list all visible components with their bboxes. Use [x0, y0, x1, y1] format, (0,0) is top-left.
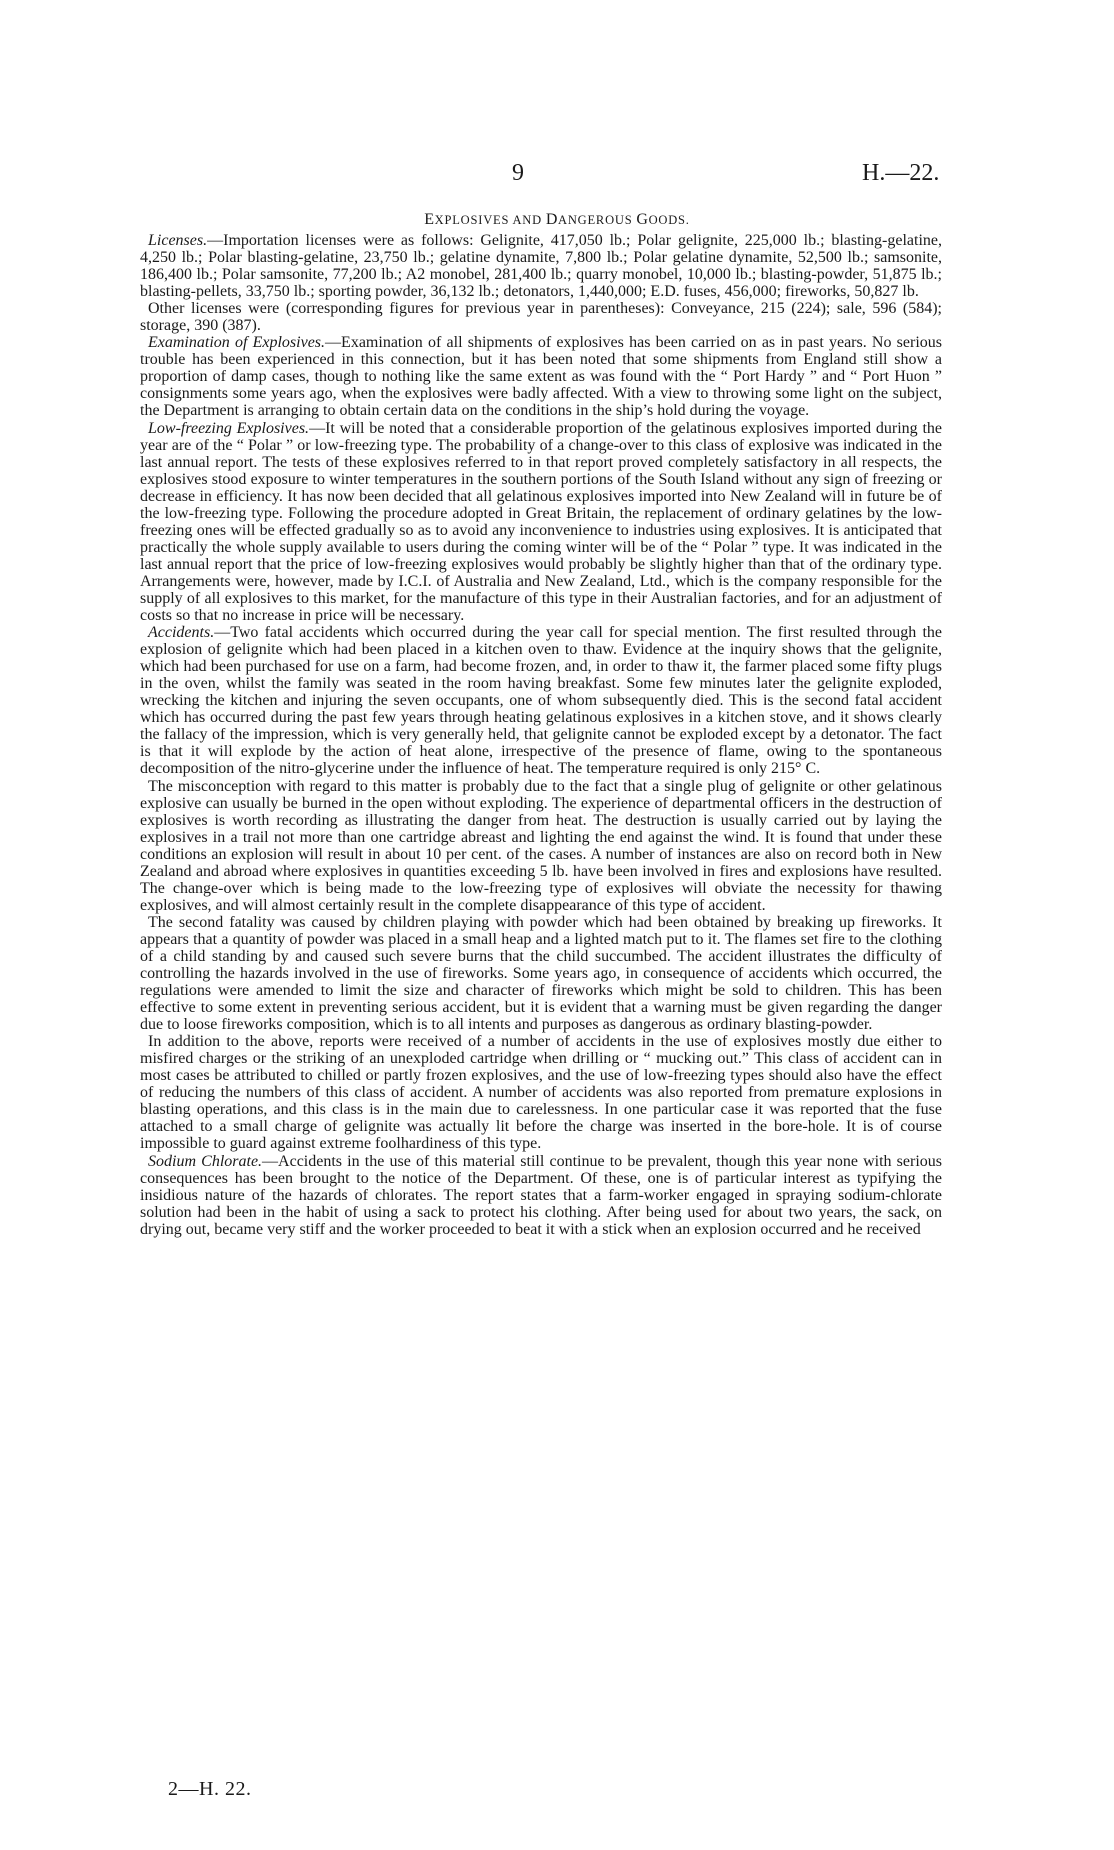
paragraph-text: In addition to the above, reports were received of a number of accidents in the use of explosives mostly due either to misfired charges or the striking of an unexploded cartridge when drilling or “ mucking out.” This class of accident can in most cases be attributed to chilled or partly frozen explosives, and the use of low-freezing types should also have the effect of reducing the numbers of this class of accident. A number of accidents was also reported from premature explosions in blasting operations, and this class is in the main due to carelessness. In one particular case it was reported that the fuse attached to a small charge of gelignite was actually lit before the charge was inserted in the bore-hole. It is of course impossible to guard against extreme foolhardiness of this type.: [140, 1033, 942, 1153]
paragraph-accidents: [140, 624, 942, 777]
paragraph-text: The misconception with regard to this matter is probably due to the fact that a single plug of gelignite or other gelatinous explosive can usually be burned in the open without exploding. The experience of departmental officers in the destruction of explosives is worth recording as illustrating the danger from heat. The destruction is usually carried out by laying the explosives in a trail not more than one cartridge abreast and lighting the end against the wind. It is found that under these conditions an explosion will result in about 10 per cent. of the cases. A number of instances are also on record both in New Zealand and abroad where explosives in quantities exceeding 5 lb. have been involved in fires and explosions have resulted. The change-over which is being made to the low-freezing type of explosives will obviate the necessity for thawing explosives, and will almost certainly result in the complete disappearance of this type of accident.: [140, 777, 942, 914]
title-initial: D: [545, 211, 559, 228]
paragraph-licenses: [140, 232, 942, 300]
body-text: [140, 232, 942, 1238]
paragraph-heading: Examination of Explosives.: [148, 334, 326, 352]
paragraph-text: The second fatality was caused by children playing with powder which had been obtained by breaking up fireworks. It appears that a quantity of powder was placed in a small heap and a lighted match put to it. The flames set fire to the clothing of a child standing by and caused such severe burns that the child succumbed. The accident illustrates the difficulty of controlling the hazards involved in the use of fireworks. Some years ago, in consequence of accidents which occurred, the regulations were amended to limit the size and character of fireworks which might be sold to children. This has been effective to some extent in preventing serious accident, but it is evident that a warning must be given regarding the danger due to loose fireworks composition, which is to all intents and purposes as dangerous as ordinary blasting-powder.: [140, 913, 942, 1034]
paragraph-examination: [140, 334, 942, 419]
section-title: [0, 211, 1114, 229]
paragraph-low-freezing: [140, 420, 942, 625]
paragraph-heading: Accidents.: [148, 624, 215, 642]
title-smallcaps: XPLOSIVES AND: [434, 213, 546, 227]
page-number: 9: [512, 160, 524, 186]
paragraph-text: —It will be noted that a considerable proportion of the gelatinous explosives imported during the year are of the “ Polar ” or low-freezing type. The probability of a change-over to this class of explosive was indicated in the last annual report. The tests of these explosives referred to in that report proved completely satisfactory in all respects, the explosives stood exposure to winter temperatures in the southern portions of the South Island without any sign of freezing or decrease in efficiency. It has now been decided that all gelatinous explosives imported into New Zealand will in future be of the low-freezing type. Following the procedure adopted in Great Britain, the replacement of ordinary gelatines by the low-freezing ones will be effected gradually so as to avoid any inconvenience to industries using explosives. It is anticipated that practically the whole supply available to users during the coming winter will be of the “ Polar ” type. It was indicated in the last annual report that the price of low-freezing explosives would probably be slightly higher than that of the ordinary type. Arrangements were, however, made by I.C.I. of Australia and New Zealand, Ltd., which is the company responsible for the supply of all explosives to this market, for the manufacture of this type in their Australian factories, and for an adjustment of costs so that no increase in price will be necessary.: [140, 419, 943, 625]
paragraph-misconception: [140, 778, 942, 914]
paragraph-heading: Sodium Chlorate.: [148, 1152, 263, 1170]
title-smallcaps: ANGEROUS: [558, 213, 637, 227]
paragraph-text: Other licenses were (corresponding figures for previous year in parentheses): Conveyance, 215 (224); sale, 596 (584); storage, 390 (387).: [140, 300, 942, 335]
page-reference: H.—22.: [862, 160, 940, 186]
paragraph-second-fatality: [140, 914, 942, 1033]
paragraph-addition: [140, 1033, 942, 1152]
paragraph-text: —Accidents in the use of this material still continue to be prevalent, though this year none with serious consequences has been brought to the notice of the Department. Of these, one is of particular interest as typifying the insidious nature of the hazards of chlorates. The report states that a farm-worker engaged in spraying sodium-chlorate solution had been in the habit of using a sack to protect his clothing. After being used for about two years, the sack, on drying out, became very stiff and the worker proceeded to beat it with a stick when an explosion occurred and he received: [140, 1152, 942, 1238]
title-initial: E: [424, 211, 435, 228]
paragraph-heading: Low-freezing Explosives.: [148, 419, 310, 437]
title-smallcaps: OODS.: [648, 213, 690, 227]
paragraph-heading: Licenses.: [148, 232, 208, 249]
paragraph-text: —Examination of all shipments of explosives has been carried on as in past years. No serious trouble has been experienced in this connection, but it has been noted that some shipments from England still show a proportion of damp cases, though to nothing like the same extent as was found with the “ Port Hardy ” and “ Port Huon ” consignments some years ago, when the explosives were badly affected. With a view to throwing some light on the subject, the Department is arranging to obtain certain data on the conditions in the ship’s hold during the voyage.: [140, 334, 943, 420]
paragraph-text: —Two fatal accidents which occurred during the year call for special mention. The first resulted through the explosion of gelignite which had been placed in a kitchen oven to thaw. Evidence at the inquiry shows that the gelignite, which had been purchased for use on a farm, had become frozen, and, in order to thaw it, the farmer placed some fifty plugs in the oven, whilst the family was seated in the room having breakfast. Some few minutes later the gelignite exploded, wrecking the kitchen and injuring the seven occupants, one of whom subsequently died. This is the second fatal accident which has occurred during the past few years through heating gelatinous explosives in a kitchen stove, and it shows clearly the fallacy of the impression, which is very generally held, that gelignite cannot be exploded except by a detonator. The fact is that it will explode by the action of heat alone, irrespective of the presence of flame, owing to the spontaneous decomposition of the nitro-glycerine under the influence of heat. The temperature required is only 215° C.: [140, 624, 942, 778]
footer-signature: 2—H. 22.: [168, 1778, 252, 1800]
paragraph-other-licenses: [140, 300, 942, 334]
title-initial: G: [636, 211, 649, 228]
paragraph-sodium-chlorate: [140, 1153, 942, 1238]
paragraph-text: —Importation licenses were as follows: Gelignite, 417,050 lb.; Polar gelignite, 225,000 lb.; blasting-gelatine, 4,250 lb.; Polar blasting-gelatine, 23,750 lb.; gelatine dynamite, 7,800 lb.; Polar gelatine dynamite, 52,500 lb.; samsonite, 186,400 lb.; Polar samsonite, 77,200 lb.; A2 monobel, 281,400 lb.; quarry monobel, 10,000 lb.; blasting-powder, 51,875 lb.; blasting-pellets, 33,750 lb.; sporting powder, 36,132 lb.; detonators, 1,440,000; E.D. fuses, 456,000; fireworks, 50,827 lb.: [140, 232, 942, 301]
